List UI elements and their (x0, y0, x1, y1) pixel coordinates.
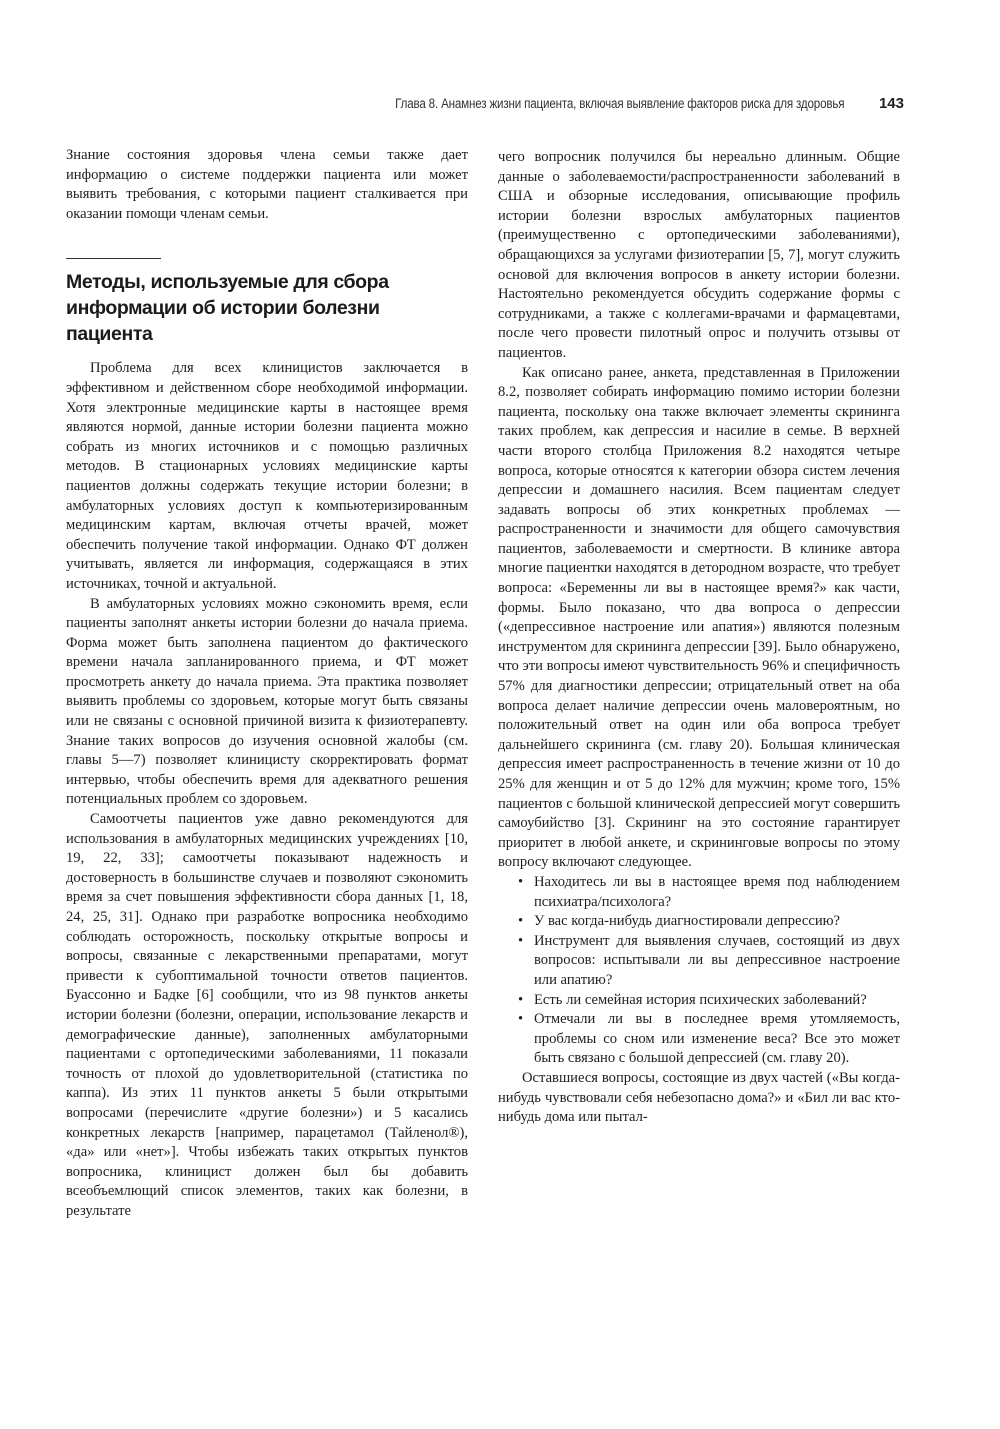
left-column (66, 146, 468, 1222)
body-paragraph: Как описано ранее, анкета, представленная в Приложении 8.2, позволяет собирать информацию помимо истории болезни пациента, поскольку она также включает элементы скрининга таких проблем, как депрессия и насилие в семье. В верхней части второго столбца Приложения 8.2 находятся четыре вопроса, которые относятся к категории обзора систем лечения депрессии и домашнего насилия. Всем пациентам следует задавать вопросы об этих конкретных проблемах — распространенности и значимости для общего самочувствия пациентов, заболеваемости и смертности. В клинике автора многие пациентки находятся в детородном возрасте, что требует вопроса: «Беременны ли вы в настоящее время?» как части, формы. Было показано, что два вопроса о депрессии («депрессивное настроение или апатия») являются полезным инструментом для скрининга депрессии [39]. Было обнаружено, что эти вопросы имеют чувствительность 96% и специфичность 57% для диагностики депрессии; отрицательный ответ на оба вопроса делает наличие депрессии очень маловероятным, но положительный ответ на один или оба вопроса требует дальнейшего скрининга (см. главу 20). Большая клиническая депрессия имеет распространенность в течение жизни от 10 до 25% для женщин и от 5 до 12% для мужчин; кроме того, 15% пациентов с большой клинической депрессией могут совершить самоубийство [3]. Скрининг на это состояние гарантирует приоритет в любой анкете, и скрининговые вопросы по этому вопросу включают следующее. (498, 364, 900, 871)
bullet-icon: • (518, 1011, 524, 1028)
screening-question-list (498, 873, 900, 1069)
bullet-icon: • (518, 991, 524, 1008)
list-item-text: Есть ли семейная история психических заболеваний? (534, 991, 867, 1008)
section-divider (66, 258, 161, 259)
list-item (518, 991, 900, 1011)
intro-paragraph: Знание состояния здоровья члена семьи также дает информацию о системе поддержки пациента или может выявить требования, с которыми пациент сталкивается при оказании помощи членам семьи. (66, 147, 468, 222)
body-paragraph: чего вопросник получился бы нереально длинным. Общие данные о заболеваемости/распространенности заболеваний в США и обзорные исследования, описывающие профиль истории болезни взрослых амбулаторных пациентов (преимущественно с ортопедическими заболеваниями), обращающихся за услугами физиотерапии [5, 7], могут служить основой для включения вопросов в анкету истории болезни. Настоятельно рекомендуется обсудить содержание формы с сотрудниками, а также с коллегами-врачами и фармацевтами, после чего провести пилотный опрос и получить отзывы от пациентов. (498, 149, 900, 361)
running-title: Глава 8. Анамнез жизни пациента, включая выявление факторов риска для здоровья (394, 96, 844, 111)
body-paragraph: Самоотчеты пациентов уже давно рекомендуются для использования в амбулаторных медицинских учреждениях [10, 19, 22, 33]; самоотчеты показывают надежность и достоверность в большинстве случаев и позволяют сэкономить время за счет повышения эффективности сбора данных [1, 18, 24, 25, 31]. Однако при разработке вопросника необходимо соблюдать осторожность, поскольку открытые вопросы и вопросы, связанные с лекарственными препаратами, могут привести к субоптимальной точности ответов пациентов. Буассонно и Бадке [6] сообщили, что из 98 пунктов анкеты истории болезни (болезни, операции, использование лекарств и демографические данные), заполненных амбулаторными пациентами с ортопедическими заболеваниями, 11 показали точность от плохой до удовлетворительной (статистика по каппа). Из этих 11 пунктов анкеты 5 были открытыми вопросами (перечислите «другие болезни») и 5 касались конкретных лекарств [например, парацетамол (Тайленол®), «да» или «нет»]. Чтобы избежать таких открытых пунктов вопросника, клиницист должен был бы добавить всеобъемлющий список элементов, таких как болезни, в результате (66, 811, 468, 1219)
list-item-text: Находитесь ли вы в настоящее время под наблюдением психиатра/психолога? (534, 873, 900, 910)
list-item-text: Отмечали ли вы в последнее время утомляемость, проблемы со сном или изменение веса? Все это может быть связано с большой депрессией (см. главу 20). (534, 1011, 900, 1067)
list-item-text: Инструмент для выявления случаев, состоящий из двух вопросов: испытывали ли вы депрессивное настроение или апатию? (534, 932, 900, 988)
running-header (66, 96, 904, 118)
body-paragraph: В амбулаторных условиях можно сэкономить время, если пациенты заполнят анкеты истории болезни до начала приема. Форма может быть заполнена пациентом до фактического времени начала запланированного приема, и ФТ может просмотреть анкету до начала приема. Эта практика позволяет выявить проблемы со здоровьем, которые могут быть связаны или не связаны с основной причиной визита к физиотерапевту. Знание таких вопросов до изучения основной жалобы (см. главы 5—7) позволяет клиницисту скорректировать формат интервью, чтобы обеспечить время для адекватного решения потенциальных проблем со здоровьем. (66, 595, 468, 808)
body-paragraph: Оставшиеся вопросы, состоящие из двух частей («Вы когда-нибудь чувствовали себя небезопасно дома?» и «Бил ли вас кто-нибудь дома или пытал- (498, 1069, 900, 1126)
list-item-text: У вас когда-нибудь диагностировали депрессию? (534, 913, 841, 930)
bullet-icon: • (518, 873, 524, 890)
page-number: 143 (878, 95, 904, 112)
body-paragraph: Проблема для всех клиницистов заключается в эффективном и действенном сборе необходимой информации. Хотя электронные медицинские карты в настоящее время являются нормой, данные истории болезни пациента можно собрать из многих источников и с помощью различных методов. В стационарных условиях медицинские карты пациентов должны содержать текущие истории болезни; в амбулаторных условиях доступ к компьютеризированным медицинским картам, включая отчеты врачей, может обеспечить получение такой информации. Однако ФТ должен учитывать, является ли информация, содержащаяся в этих источниках, точной и актуальной. (66, 360, 468, 592)
list-item (518, 1010, 900, 1069)
right-column (498, 148, 900, 1128)
section-heading: Методы, используемые для сбора информации об истории болезни пациента (66, 271, 389, 346)
list-item (518, 912, 900, 932)
list-item (518, 873, 900, 912)
list-item (518, 932, 900, 991)
bullet-icon: • (518, 932, 524, 949)
bullet-icon: • (518, 913, 524, 930)
